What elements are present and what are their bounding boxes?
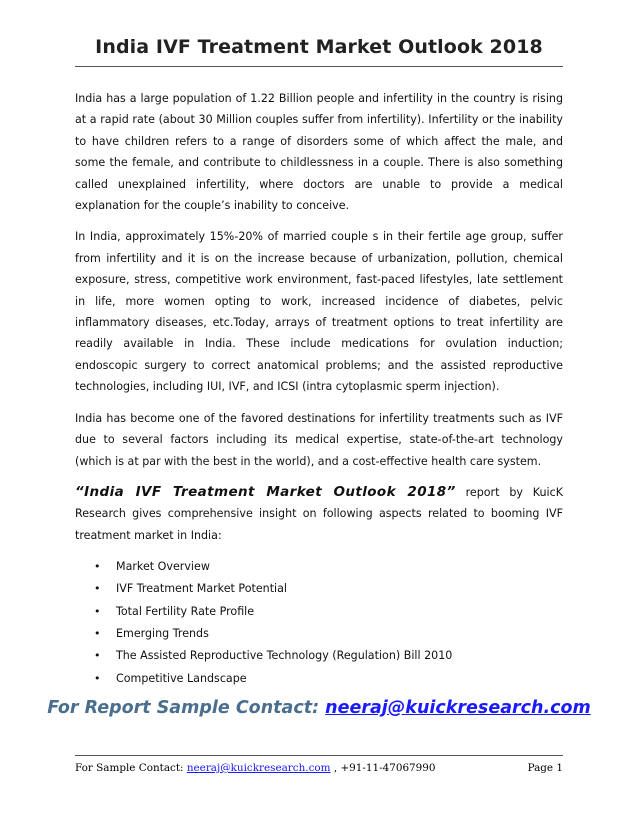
list-item: • Market Overview: [75, 556, 563, 578]
list-item: • Competitive Landscape: [75, 668, 563, 690]
list-item: • Emerging Trends: [75, 623, 563, 645]
paragraph-population: India has a large population of 1.22 Billion people and infertility in the country is rising at a rapid rate (about 30 Million couples suffer from infertility). Infertility or the inability to have children refers to a range of disorders some of which affect the male, and some the female, and contribute to childlessness in a couple. There is also something called unexplained infertility, where doctors are unable to provide a medical explanation for the couple’s inability to conceive.: [75, 92, 563, 213]
footer-divider: [75, 755, 563, 756]
document-title: India IVF Treatment Market Outlook 2018: [95, 36, 543, 58]
contact-email-link[interactable]: neeraj@kuickresearch.com: [325, 698, 591, 718]
bullet-icon: •: [94, 560, 101, 574]
bullet-icon: •: [94, 627, 101, 641]
document-body: [75, 88, 563, 690]
bullet-icon: •: [94, 604, 101, 618]
footer-phone: , +91-11-47067990: [330, 762, 436, 774]
contact-label: For Report Sample Contact:: [47, 698, 326, 718]
list-item: • The Assisted Reproductive Technology (Regulation) Bill 2010: [75, 645, 563, 667]
paragraph-report-intro: [75, 482, 563, 546]
bullet-icon: •: [94, 582, 101, 596]
aspects-list: [75, 556, 563, 690]
report-title: “India IVF Treatment Market Outlook 2018”: [75, 483, 456, 500]
list-item: • Total Fertility Rate Profile: [75, 601, 563, 623]
footer-email-link[interactable]: neeraj@kuickresearch.com: [186, 762, 331, 774]
paragraph-causes-treatments: In India, approximately 15%-20% of married couple s in their fertile age group, suffer from infertility and it is on the increase because of urbanization, pollution, chemical exposure, stress, competitive work environment, fast-paced lifestyles, late settlement in life, more women opting to work, increased incidence of diabetes, pelvic inflammatory diseases, etc.Today, arrays of treatment options to treat infertility are readily available in India. These include medications for ovulation induction; endoscopic surgery to correct anatomical problems; and the assisted reproductive technologies, including IUI, IVF, and ICSI (intra cytoplasmic sperm injection).: [75, 230, 563, 394]
report-intro-text: report by KuicK Research gives comprehensive insight on following aspects related to booming IVF treatment market in India:: [75, 485, 564, 542]
footer-contact: For Sample Contact: neeraj@kuickresearch.com , +91-11-47067990: [75, 762, 436, 774]
list-item: • IVF Treatment Market Potential: [75, 578, 563, 600]
bullet-icon: •: [94, 649, 101, 663]
title-divider: [75, 66, 563, 67]
page-number: Page 1: [527, 762, 563, 774]
paragraph-destination: India has become one of the favored destinations for infertility treatments such as IVF due to several factors including its medical expertise, state-of-the-art technology (which is at par with the best in the world), and a cost-effective health care system.: [75, 411, 563, 468]
bullet-icon: •: [94, 671, 101, 685]
sample-contact-banner: [0, 698, 638, 718]
